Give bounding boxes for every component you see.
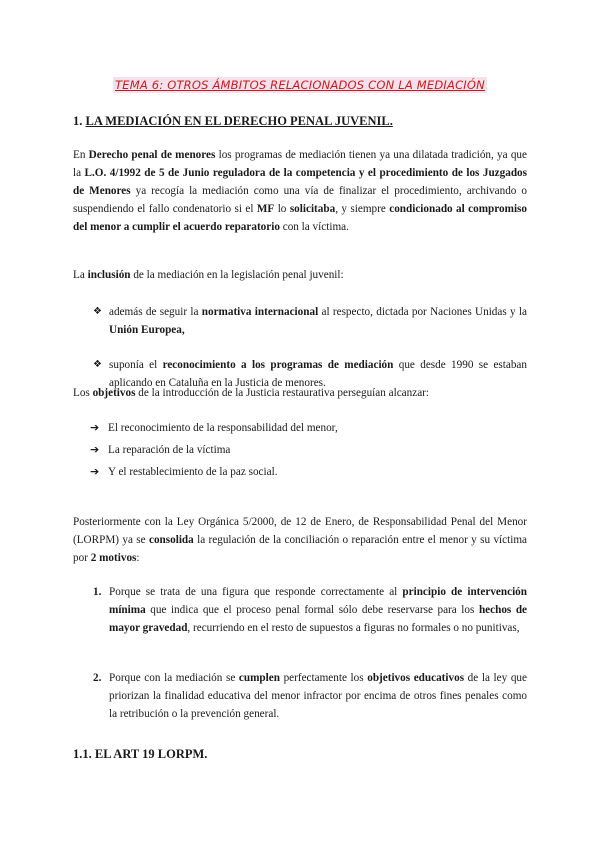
objectives-list	[90, 417, 530, 483]
section-1-number: 1.	[73, 114, 83, 128]
paragraph-inclusion: La inclusión de la mediación en la legislación penal juvenil:	[73, 269, 344, 281]
arrow-right-icon: ➔	[90, 421, 100, 434]
list-item: ➔ La reparación de la víctima	[90, 439, 530, 461]
numbered-item-2: 2. Porque con la mediación se cumplen perfectamente los objetivos educativos de la ley que priorizan la finalidad educativa del menor infractor por encima de otros fines penales como la retribución o la prevención general.	[93, 672, 527, 720]
section-1-title: LA MEDIACIÓN EN EL DERECHO PENAL JUVENIL.	[85, 114, 393, 128]
diamond-bullet-icon: ❖	[93, 306, 102, 317]
section-1-heading	[73, 114, 393, 129]
numbered-item-1: 1. Porque se trata de una figura que responde correctamente al principio de intervención mínima que indica que el proceso penal formal sólo debe reservarse para los hechos de mayor gravedad, recurriendo en el resto de supuestos a figuras no formales o no punitivas,	[93, 586, 528, 634]
title-container	[0, 76, 600, 94]
section-1-1-heading: 1.1. EL ART 19 LORPM.	[73, 747, 208, 761]
document-title: TEMA 6: OTROS ÁMBITOS RELACIONADOS CON LA MEDIACIÓN	[115, 78, 485, 92]
list-item: ❖ además de seguir la normativa internacional al respecto, dictada por Naciones Unidas y la Unión Europea,	[93, 303, 527, 339]
list-item: ➔ El reconocimiento de la responsabilidad del menor,	[90, 417, 530, 439]
paragraph-lorpm: Posteriormente con la Ley Orgánica 5/2000, de 12 de Enero, de Responsabilidad Penal del Menor (LORPM) ya se consolida la regulación de la conciliación o reparación entre el menor y su víctima por 2 motivos:	[73, 516, 528, 564]
arrow-right-icon: ➔	[90, 465, 100, 478]
list-item: ❖ suponía el reconocimiento a los programas de mediación que desde 1990 se estaban aplicando en Cataluña en la Justicia de menores.	[93, 356, 527, 392]
paragraph-objetivos: Los objetivos de la introducción de la Justicia restaurativa perseguían alcanzar:	[73, 387, 430, 399]
diamond-bullet-icon: ❖	[93, 359, 102, 370]
paragraph-derecho-penal: En Derecho penal de menores los programas de mediación tienen ya una dilatada tradición, ya que la L.O. 4/1992 de 5 de Junio reguladora de la competencia y el procedimiento de los Juzgados de Menores ya recogía la mediación como una vía de finalizar el procedimiento, archivando o suspendiendo el fallo condenatorio si el MF lo solicitaba, y siempre condicionado al compromiso del menor a cumplir el acuerdo reparatorio con la víctima.	[73, 149, 527, 233]
arrow-right-icon: ➔	[90, 443, 100, 456]
list-item: ➔ Y el restablecimiento de la paz social.	[90, 461, 530, 483]
